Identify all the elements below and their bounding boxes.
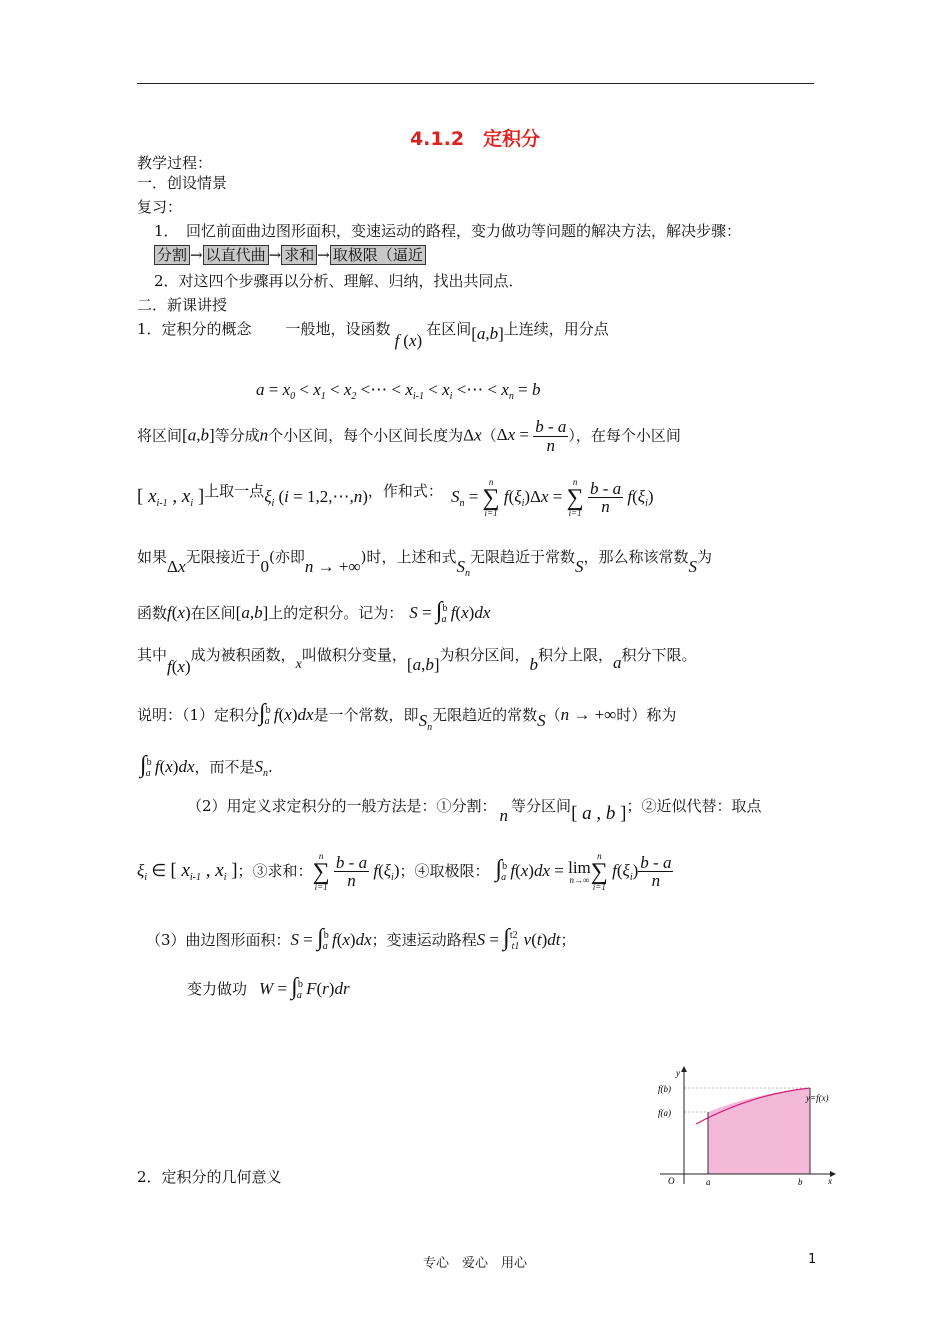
area-under-curve-figure	[652, 1066, 840, 1190]
math-sn: $S_n$	[418, 711, 433, 733]
section-2-heading: 二．新课讲授	[137, 296, 228, 314]
text: 个小区间，每个小区间长度为	[268, 426, 464, 445]
text: 函数	[137, 604, 168, 622]
note-2-cont	[137, 852, 673, 892]
text: ；③求和：	[237, 861, 313, 880]
math-interval: [a,b]	[182, 425, 215, 445]
note-3-line	[146, 925, 576, 952]
math-sum-term: n ∑ i=1 $\frac{b - a}{n}$ $f(\xi_i)$	[312, 851, 400, 893]
b-label: b	[798, 1177, 803, 1187]
section-1-heading: 一．创设情景	[137, 174, 228, 192]
math-x: x	[295, 657, 302, 672]
limit-line	[137, 546, 712, 579]
text: 无限接近于	[185, 548, 261, 566]
text: 上取一点	[204, 481, 265, 500]
math-zero: 0	[260, 557, 270, 576]
definition-heading: 1．定积分的概念	[137, 320, 252, 338]
math-interval-ab: [ a , b ]	[571, 803, 627, 824]
text: 等分成	[214, 426, 260, 445]
fa-label: f(a)	[658, 1108, 671, 1118]
text: ；变速运动路程	[371, 931, 477, 949]
math-work-integral: W = ∫$^b_a$ F(r)dr	[259, 974, 350, 1001]
origin-label: O	[668, 1176, 675, 1186]
riemann-sum-line	[137, 478, 654, 518]
text: 变力做功	[187, 980, 248, 998]
text: 时）称为	[616, 706, 677, 724]
text: （	[481, 426, 497, 445]
math-integral-s: S = ∫$^b_a$ f(x)dx	[409, 598, 491, 625]
text: ；②近似代替：取点	[626, 797, 762, 815]
text: (亦即	[269, 548, 305, 566]
a-label: a	[706, 1177, 711, 1187]
math-xi: $\xi_i$ (i = 1,2,⋯,n)	[264, 486, 368, 509]
text: ，作和式：	[367, 481, 443, 500]
text: ），在每个小区间	[568, 426, 681, 445]
page-title: 4.1.2 定积分	[409, 128, 541, 150]
note-2-line	[187, 795, 762, 825]
arrow-1: →	[190, 246, 203, 264]
math-interval: [a,b]	[235, 603, 269, 622]
math-a: a	[613, 653, 622, 672]
math-area-integral: S = ∫$^b_a$ f(x)dx	[290, 925, 372, 952]
arrow-3: →	[317, 246, 330, 264]
work-line	[187, 974, 350, 1001]
math-s: S	[688, 557, 697, 576]
math-interval-ab: [a,b]	[471, 324, 504, 343]
definite-integral-line	[137, 598, 490, 625]
math-interval: [a,b]	[406, 655, 440, 674]
text: 说明：（1）定积分	[137, 706, 260, 724]
review-item-1: 1． 回忆前面曲边图形面积，变速运动的路程，变力做功等问题的解决方法，解决步骤：	[154, 222, 742, 240]
math-fx: f(x)	[167, 657, 191, 676]
divide-line	[137, 418, 681, 455]
note-1-line	[137, 700, 677, 733]
text: ；④取极限：	[399, 861, 490, 880]
text: 在区间	[190, 604, 236, 622]
curve-label: y=f(x)	[806, 1093, 829, 1103]
text: ，而不是	[194, 758, 255, 776]
math-n: n	[499, 806, 509, 825]
definition-line	[137, 318, 609, 350]
step-approximate: 以直代曲	[203, 245, 269, 265]
text: 等分区间	[511, 797, 572, 815]
x-axis-label: x	[828, 1176, 832, 1186]
math-n-to-inf: n → +∞	[304, 557, 361, 576]
math-n-to-inf: n → +∞	[560, 705, 617, 724]
text: 叫做积分变量，	[301, 646, 407, 664]
math-sn: $S_n$	[254, 757, 269, 779]
text: ；	[560, 931, 576, 949]
text: 为积分区间，	[439, 646, 530, 664]
math-riemann-sum: $S_n$ = n ∑ i=1 $f(\xi_i)\Delta x$ = n ∑ i=1 $\frac{b - a}{n}$ $f(\xi_i)$	[450, 477, 654, 519]
partition-formula: $a = x_0 < x_1 < x_2$ <⋯ < $x_{i-1} < x_i$ <⋯ < $x_n = b$	[256, 380, 541, 402]
math-limit-integral: ∫$^b_a$ f(x)dx = lim n→∞ n ∑ i=1 $f(\xi_i)$ $\frac{b - a}{n}$	[495, 851, 672, 893]
text: 成为被积函数，	[190, 646, 296, 664]
math-sn: $S_n$	[456, 557, 470, 579]
geometric-meaning-heading: 2．定积分的几何意义	[137, 1168, 282, 1186]
text: 无限趋近的常数	[432, 706, 538, 724]
text: 是一个常数，即	[313, 706, 419, 724]
text: 如果	[137, 548, 168, 566]
review-item-2: 2．对这四个步骤再以分析、理解、归纳，找出共同点．	[154, 272, 524, 290]
text: .	[268, 758, 273, 776]
math-dx: Δx	[463, 425, 482, 445]
math-fx: f	[394, 331, 400, 350]
math-paren: (x)	[403, 331, 423, 350]
step-divide: 分割	[154, 245, 190, 265]
footer-text: 专心 爱心 用心	[422, 1256, 527, 1271]
text: ，那么称该常数	[583, 548, 689, 566]
text: 上的定积分。记为：	[268, 604, 404, 622]
math-dx-def: Δx = $\frac{b - a}{n}$	[496, 417, 567, 455]
text: )时，上述和式	[360, 548, 457, 566]
math-integral: ∫$^b_a$ f(x)dx	[259, 700, 314, 727]
math-s: S	[537, 711, 546, 730]
math-xi-in: $\xi_i$ ∈ [ $x_{i-1}$ , $x_i$ ]	[137, 859, 238, 883]
step-sum: 求和	[281, 245, 317, 265]
math-n: n	[259, 425, 269, 445]
arrow-2: →	[268, 246, 282, 264]
text: 积分上限，	[538, 646, 614, 664]
text: （2）用定义求定积分的一般方法是：①分割：	[187, 797, 497, 815]
math-subinterval: [ $x_{i-1}$ , $x_i$ ]	[137, 485, 205, 509]
text: 无限趋近于常数	[469, 548, 575, 566]
text: 一般地，设函数	[285, 320, 391, 338]
y-axis-arrow-icon	[681, 1066, 687, 1072]
text: 将区间	[137, 426, 183, 445]
math-integral: ∫$^b_a$ f(x)dx	[140, 752, 195, 779]
y-axis-label: y	[676, 1068, 680, 1078]
text: 积分下限。	[621, 646, 697, 664]
steps-chain	[154, 244, 426, 265]
text: 其中	[137, 646, 168, 664]
text: 在区间	[426, 320, 472, 338]
text: （3）曲边图形面积：	[146, 931, 291, 949]
step-limit: 取极限（逼近	[330, 245, 426, 265]
review-label: 复习：	[137, 198, 183, 216]
fb-label: f(b)	[658, 1084, 671, 1094]
teaching-process-label: 教学过程：	[137, 154, 213, 172]
text: 为	[696, 548, 712, 566]
text: 上连续，用分点	[503, 320, 609, 338]
shaded-area	[708, 1088, 810, 1174]
math-b: b	[529, 655, 538, 674]
math-fx: f(x)	[167, 603, 191, 622]
note-1-cont	[140, 752, 273, 779]
page-number: 1	[808, 1252, 817, 1267]
header-rule	[137, 83, 814, 84]
math-path-integral: S = ∫$^{t2}_{t1}$ v(t)dt	[476, 925, 561, 952]
text: （	[545, 706, 561, 724]
math-s: S	[574, 557, 584, 576]
math-dx: Δx	[167, 557, 186, 576]
integral-terms-line	[137, 644, 697, 676]
